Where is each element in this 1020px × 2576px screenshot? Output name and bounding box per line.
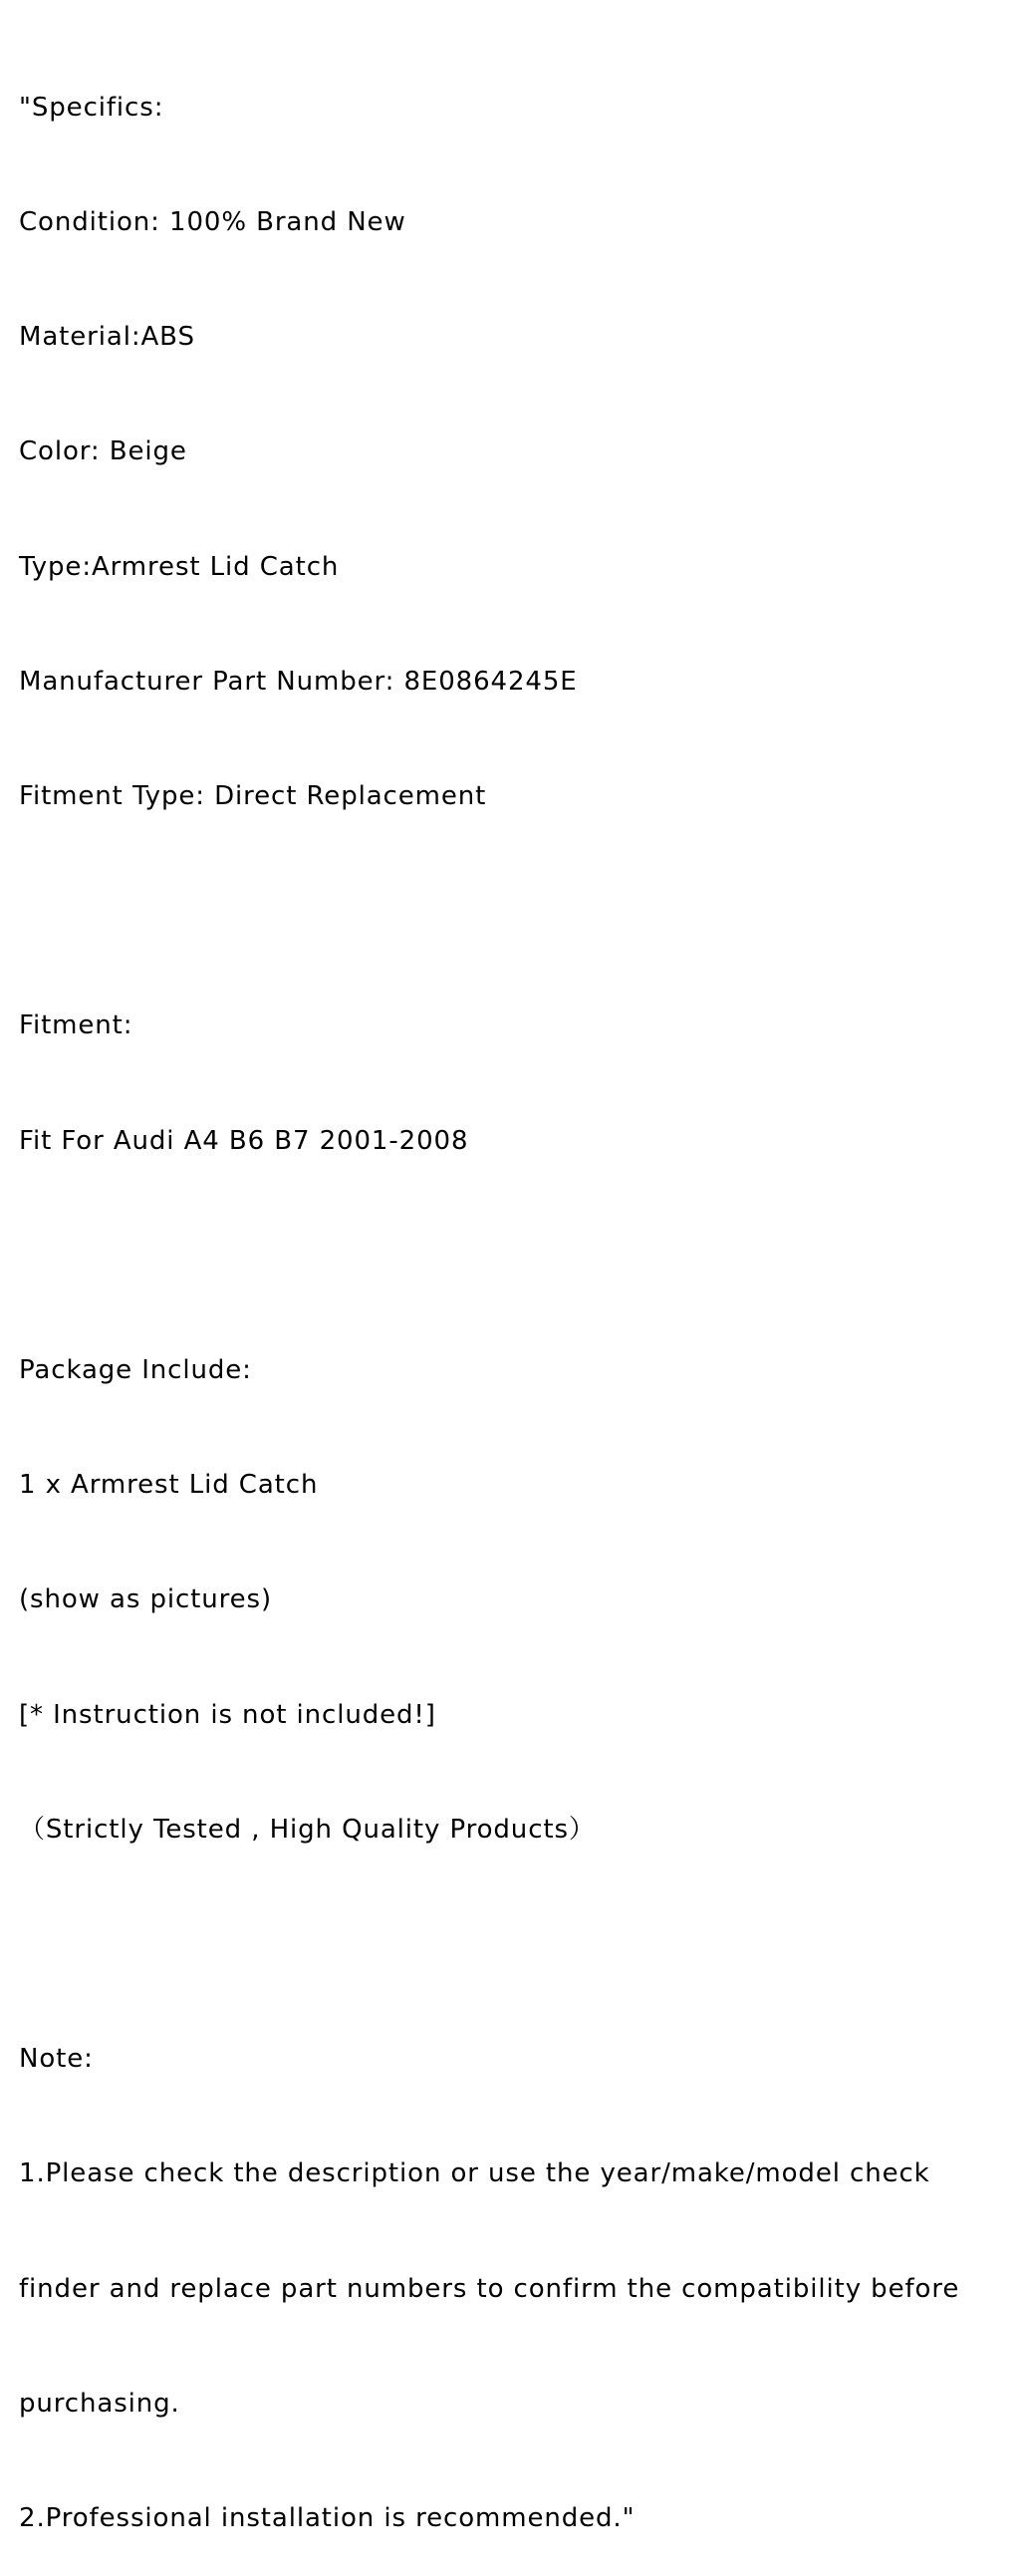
package-item: 1 x Armrest Lid Catch <box>19 1470 319 1501</box>
spacer <box>19 1925 1005 1963</box>
note-heading: Note: <box>19 2044 94 2075</box>
spec-type: Type:Armrest Lid Catch <box>19 551 340 582</box>
package-quality-note: （Strictly Tested , High Quality Products） <box>19 1814 596 1845</box>
note-item1-line3: purchasing. <box>19 2388 180 2419</box>
note-item1-line1: 1.Please check the description or use the year/make/model check <box>19 2158 930 2189</box>
spacer <box>19 1237 1005 1275</box>
spec-condition: Condition: 100% Brand New <box>19 207 406 238</box>
note-item1-line2: finder and replace part numbers to confirm the compatibility before <box>19 2273 960 2304</box>
spec-material: Material:ABS <box>19 322 195 353</box>
spec-color: Color: Beige <box>19 436 187 467</box>
fitment-heading: Fitment: <box>19 1010 133 1041</box>
package-heading: Package Include: <box>19 1355 252 1386</box>
package-instruction-note: [* Instruction is not included!] <box>19 1699 436 1730</box>
note-item2: 2.Professional installation is recommended." <box>19 2503 636 2534</box>
product-description <box>19 12 1005 2576</box>
fitment-vehicle: Fit For Audi A4 B6 B7 2001-2008 <box>19 1125 469 1156</box>
spec-part-number: Manufacturer Part Number: 8E0864245E <box>19 666 578 697</box>
package-pictures-note: (show as pictures) <box>19 1584 273 1615</box>
spec-fitment-type: Fitment Type: Direct Replacement <box>19 781 487 812</box>
spacer <box>19 892 1005 930</box>
specifics-heading: "Specifics: <box>19 92 164 123</box>
